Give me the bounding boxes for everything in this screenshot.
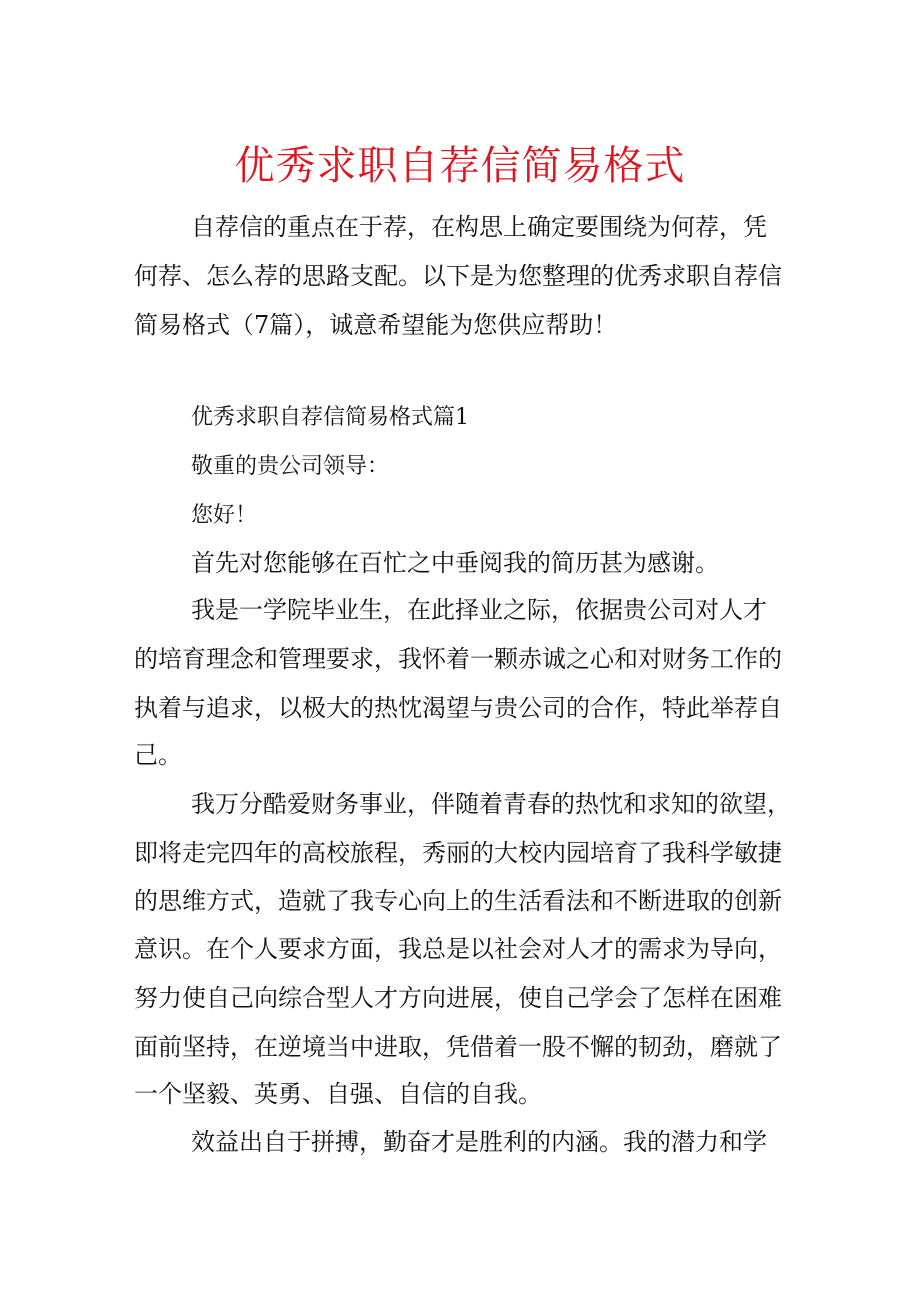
paragraph-3-line-6: 面前坚持，在逆境当中进取，凭借着一股不懈的韧劲，磨就了 <box>134 1033 782 1061</box>
paragraph-2-line-4: 己。 <box>134 741 182 769</box>
salutation: 敬重的贵公司领导： <box>191 454 390 479</box>
intro-line-1: 自荐信的重点在于荐，在构思上确定要围绕为何荐，凭 <box>191 213 767 241</box>
intro-line-3: 简易格式（7篇），诚意希望能为您供应帮助！ <box>134 311 618 339</box>
paragraph-4-line-1: 效益出自于拼搏，勤奋才是胜利的内涵。我的潜力和学 <box>191 1128 767 1156</box>
paragraph-3-line-7: 一个坚毅、英勇、自强、自信的自我。 <box>134 1080 542 1108</box>
paragraph-3-line-2: 即将走完四年的高校旅程，秀丽的大校内园培育了我科学敏捷 <box>134 839 782 867</box>
paragraph-2-line-2: 的培育理念和管理要求，我怀着一颗赤诚之心和对财务工作的 <box>134 645 782 673</box>
section-heading: 优秀求职自荐信简易格式篇1 <box>191 405 469 430</box>
intro-line-2: 何荐、怎么荐的思路支配。以下是为您整理的优秀求职自荐信 <box>134 262 782 290</box>
paragraph-3-line-5: 努力使自己向综合型人才方向进展，使自己学会了怎样在困难 <box>134 984 782 1012</box>
paragraph-1-line-1: 首先对您能够在百忙之中垂阅我的简历甚为感谢。 <box>191 549 719 577</box>
paragraph-3-line-1: 我万分酷爱财务事业，伴随着青春的热忱和求知的欲望， <box>191 790 791 818</box>
paragraph-2-line-3: 执着与追求，以极大的热忱渴望与贵公司的合作，特此举荐自 <box>134 694 782 722</box>
paragraph-2-line-1: 我是一学院毕业生，在此择业之际，依据贵公司对人才 <box>191 596 767 624</box>
paragraph-3-line-3: 的思维方式，造就了我专心向上的生活看法和不断进取的创新 <box>134 887 782 915</box>
paragraph-3-line-4: 意识。在个人要求方面，我总是以社会对人才的需求为导向， <box>134 935 782 963</box>
greeting: 您好！ <box>191 503 258 528</box>
document-title: 优秀求职自荐信简易格式 <box>234 143 686 189</box>
